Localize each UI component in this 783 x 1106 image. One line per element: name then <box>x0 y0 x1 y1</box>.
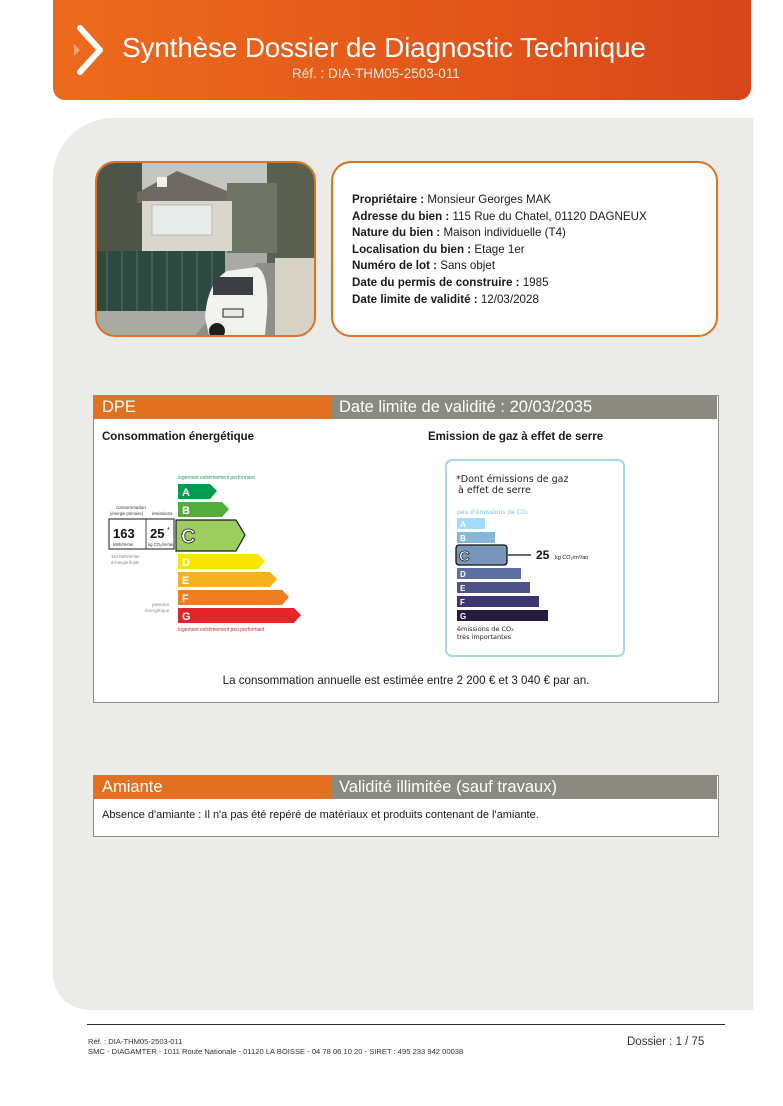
ghg-letter-d: D <box>460 570 466 579</box>
dpe-header: DPE <box>94 396 331 419</box>
energy-letter-e: E <box>182 575 190 587</box>
energy-label-chart <box>108 466 330 648</box>
ghg-bottom-caption: émissions de CO₂ <box>457 625 514 633</box>
ghg-label-chart <box>444 459 628 659</box>
ghg-letter-b: B <box>460 534 466 543</box>
energy-class-g <box>178 608 301 623</box>
energy-bottom-caption: logement extrêmement peu performant <box>178 627 265 633</box>
footer-divider <box>87 1024 725 1025</box>
dossier-reference: Réf. : DIA-THM05-2503-011 <box>292 66 460 81</box>
ghg-class-e <box>457 582 530 593</box>
property-photo <box>95 161 316 337</box>
energy-letter-f: F <box>182 593 189 605</box>
lot-row <box>352 258 647 275</box>
passoire-caption-2: énergétique <box>145 608 170 613</box>
energy-letter-a: A <box>182 487 190 499</box>
lot-label: Numéro de lot : <box>352 259 438 273</box>
ghg-letter-e: E <box>460 584 466 593</box>
permit-value: 1985 <box>519 275 549 289</box>
footer-company-line: SMC - DIAGAMTER - 1011 Route Nationale - 01120 LA BOISSE - 04 78 06 10 20 - SIRET : 495 233 942 00038 <box>88 1046 464 1056</box>
ghg-letter-c: C <box>459 548 470 565</box>
location-row <box>352 242 647 259</box>
energy-letter-g: G <box>182 611 191 623</box>
footer-ref-line-1: Réf. : DIA-THM05-2503-011 <box>88 1037 183 1046</box>
dpe-validity-header: Date limite de validité : 20/03/2035 <box>331 396 717 419</box>
page-number: Dossier : 1 / 75 <box>627 1036 705 1048</box>
ghg-class-d <box>457 568 521 579</box>
ghg-emission-title: Emission de gaz à effet de serre <box>428 431 604 443</box>
consumption-sub-caption: (énergie primaire) <box>110 511 144 516</box>
ghg-class-g <box>457 610 548 621</box>
energy-class-c <box>176 520 245 551</box>
passoire-caption: passoire <box>152 602 170 607</box>
lot-value: Sans objet <box>437 259 496 273</box>
energy-letter-c: C <box>181 526 196 548</box>
validity-label: Date limite de validité : <box>352 292 478 306</box>
consumption-caption: consommation <box>116 505 146 510</box>
ghg-letter-f: F <box>460 598 465 607</box>
location-value: Etage 1er <box>471 242 525 256</box>
property-info-list <box>352 192 647 308</box>
energy-class-a <box>178 484 217 499</box>
ghg-class-f <box>457 596 539 607</box>
energy-class-f <box>178 590 289 605</box>
energy-class-e <box>178 572 277 587</box>
validity-row <box>352 292 647 309</box>
annual-cost-estimate: La consommation annuelle est estimée entre 2 200 € et 3 040 € par an. <box>222 674 590 687</box>
energy-letter-d: D <box>182 557 190 569</box>
validity-value: 12/03/2028 <box>477 292 539 306</box>
energy-letter-b: B <box>182 505 190 517</box>
property-info-card <box>331 161 718 337</box>
emission-star: * <box>167 527 170 534</box>
house-photo-illustration <box>97 163 316 337</box>
address-value: 115 Rue du Chatel, 01120 DAGNEUX <box>449 209 647 223</box>
owner-label: Propriétaire : <box>352 193 425 206</box>
energy-consumption-title: Consommation énergétique <box>102 431 255 443</box>
emission-unit: kg CO₂/m²/an <box>148 542 174 547</box>
location-label: Localisation du bien : <box>352 242 472 256</box>
amiante-validity-header: Validité illimitée (sauf travaux) <box>331 776 717 799</box>
energy-class-d <box>178 554 265 569</box>
ghg-class-c <box>456 545 507 565</box>
primary-energy-unit: kWh/m²/an <box>113 542 134 547</box>
permit-row <box>352 275 647 292</box>
ghg-class-a <box>457 518 485 529</box>
ghg-letter-g: G <box>460 612 467 621</box>
energy-class-b <box>178 502 229 517</box>
permit-label: Date du permis de construire : <box>352 275 520 289</box>
amiante-section <box>93 775 719 837</box>
final-energy-note-2: d'énergie finale <box>111 560 140 565</box>
final-energy-note: 154 kWh/m²/an <box>111 554 140 559</box>
address-row <box>352 209 647 226</box>
ghg-value: 25 <box>536 548 550 562</box>
footer-reference <box>88 1037 463 1056</box>
emission-value: 25 <box>150 526 165 541</box>
chevron-logo-icon <box>70 22 114 78</box>
ghg-top-caption: peu d'émissions de CO₂ <box>457 509 529 516</box>
ghg-note: *Dont émissions de gaz <box>456 474 569 485</box>
page-title: Synthèse Dossier de Diagnostic Technique <box>122 32 646 63</box>
ghg-unit: kg CO₂/m²/an <box>555 555 589 561</box>
energy-top-caption: logement extrêmement performant <box>178 475 255 481</box>
emissions-caption: émissions <box>152 511 173 516</box>
dpe-section <box>93 395 719 703</box>
ghg-class-b <box>457 532 495 543</box>
owner-value: Monsieur Georges MAK <box>424 193 552 206</box>
primary-energy-value: 163 <box>113 526 135 541</box>
nature-row <box>352 225 647 242</box>
address-label: Adresse du bien : <box>352 209 450 223</box>
nature-label: Nature du bien : <box>352 226 441 240</box>
amiante-header: Amiante <box>94 776 331 799</box>
nature-value: Maison individuelle (T4) <box>440 226 566 240</box>
ghg-note-2: à effet de serre <box>458 485 531 496</box>
ghg-bottom-caption-2: très importantes <box>457 633 512 641</box>
amiante-result: Absence d'amiante : Il n'a pas été repéré de matériaux et produits contenant de l'amiante. <box>102 809 539 821</box>
owner-row <box>352 192 647 209</box>
ghg-letter-a: A <box>460 520 466 529</box>
